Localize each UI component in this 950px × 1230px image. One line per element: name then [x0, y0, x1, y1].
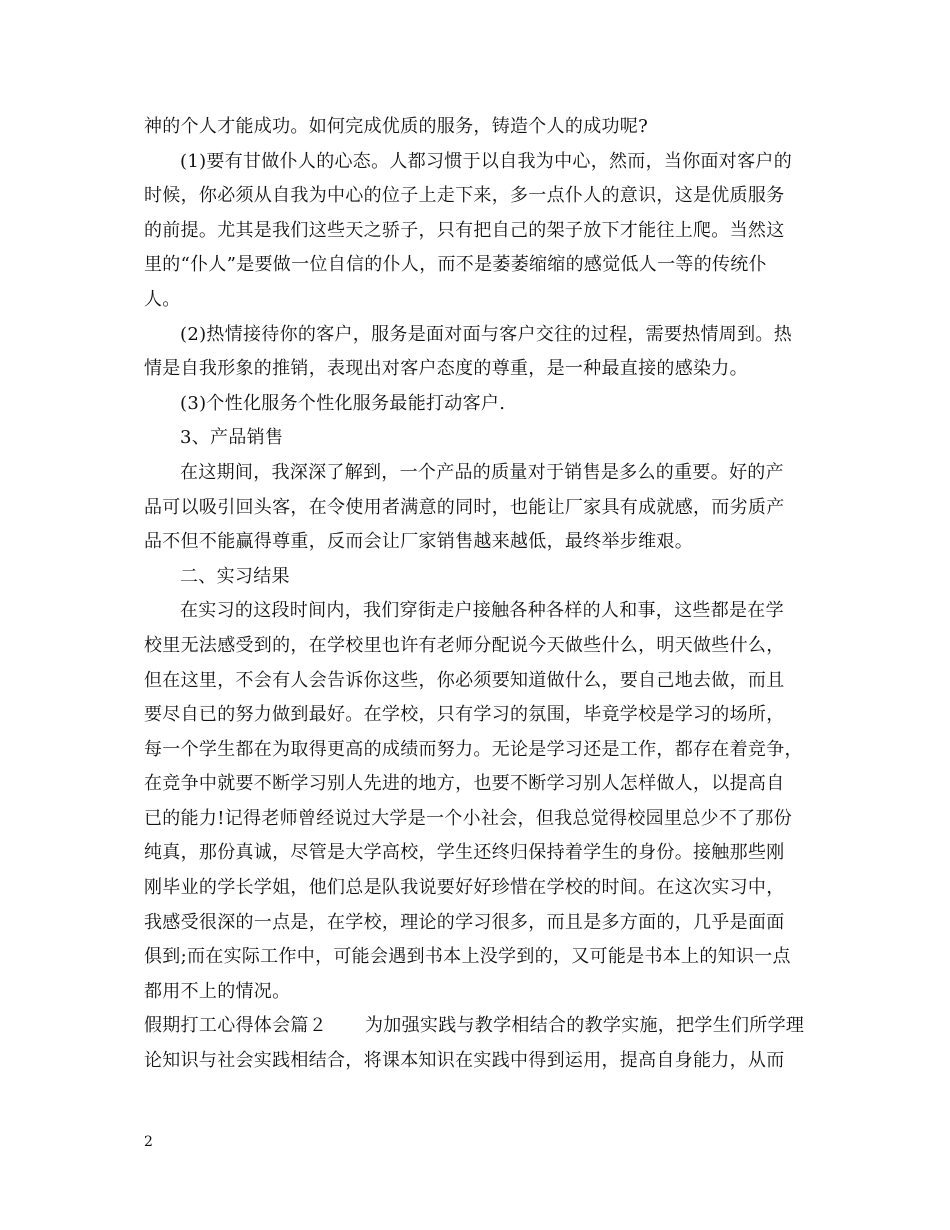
- text-line: 已的能力!记得老师曾经说过大学是一个小社会，但我总觉得校园里总少不了那份: [144, 807, 793, 829]
- document-page: [144, 110, 824, 1079]
- section-first-line: 为加强实践与教学相结合的教学实施，把学生们所学理: [365, 1015, 805, 1037]
- page-number: 2: [144, 1134, 153, 1150]
- section-title: 假期打工心得体会篇２: [144, 1015, 327, 1037]
- text-line: (1)要有甘做仆人的心态。人都习惯于以自我为中心，然而，当你面对客户的: [180, 150, 792, 172]
- text-line: 神的个人才能成功。如何完成优质的服务，铸造个人的成功呢?: [144, 116, 649, 137]
- text-line: 校里无法感受到的，在学校里也许有老师分配说今天做些什么，明天做些什么，: [144, 634, 785, 656]
- text-line: 都用不上的情况。: [144, 980, 291, 1002]
- text-line: 时候，你必须从自我为中心的位子上走下来，多一点仆人的意识，这是优质服务: [144, 185, 785, 207]
- text-line: 我感受很深的一点是，在学校，理论的学习很多，而且是多方面的，几乎是面面: [144, 911, 785, 933]
- text-line: 品可以吸引回头客，在令使用者满意的同时，也能让厂家具有成就感，而劣质产: [144, 496, 785, 518]
- section-title-line: [144, 1009, 824, 1044]
- text-line: 人。: [144, 288, 181, 310]
- text-line: 要尽自已的努力做到最好。在学校，只有学习的氛围，毕竟学校是学习的场所，: [144, 704, 785, 726]
- text-line: 里的“仆人”是要做一位自信的仆人，而不是萎萎缩缩的感觉低人一等的传统仆: [144, 254, 767, 276]
- section-heading: 二、实习结果: [180, 565, 290, 587]
- text-line: 论知识与社会实践相结合，将课本知识在实践中得到运用，提高自身能力，从而: [144, 1050, 785, 1072]
- text-line: 俱到;而在实际工作中，可能会遇到书本上没学到的，又可能是书本上的知识一点: [144, 946, 791, 968]
- text-line: 但在这里，不会有人会告诉你这些，你必须要知道做什么，要自己地去做，而且: [144, 669, 785, 691]
- text-line: 在实习的这段时间内，我们穿街走户接触各种各样的人和事，这些都是在学: [180, 600, 784, 622]
- text-line: (2)热情接待你的客户，服务是面对面与客户交往的过程，需要热情周到。热: [180, 323, 792, 345]
- text-line: 刚毕业的学长学姐，他们总是队我说要好好珍惜在学校的时间。在这次实习中，: [144, 877, 785, 899]
- text-line: 情是自我形象的推销，表现出对客户态度的尊重，是一种最直接的感染力。: [144, 358, 748, 380]
- text-line: 在这期间，我深深了解到，一个产品的质量对于销售是多么的重要。好的产: [180, 461, 784, 483]
- text-line: 品不但不能赢得尊重，反而会让厂家销售越来越低，最终举步维艰。: [144, 531, 693, 553]
- text-line: 每一个学生都在为取得更高的成绩而努力。无论是学习还是工作，都存在着竞争，: [144, 738, 803, 760]
- text-line: 纯真，那份真诚，尽管是大学高校，学生还终归保持着学生的身份。接触那些刚: [144, 842, 785, 864]
- text-line: 的前提。尤其是我们这些天之骄子，只有把自己的架子放下才能往上爬。当然这: [144, 219, 785, 241]
- text-line: 在竞争中就要不断学习别人先进的地方，也要不断学习别人怎样做人，以提高自: [144, 773, 785, 795]
- section-heading: 3、产品销售: [180, 427, 284, 449]
- text-line: (3)个性化服务个性化服务最能打动客户.: [180, 392, 506, 414]
